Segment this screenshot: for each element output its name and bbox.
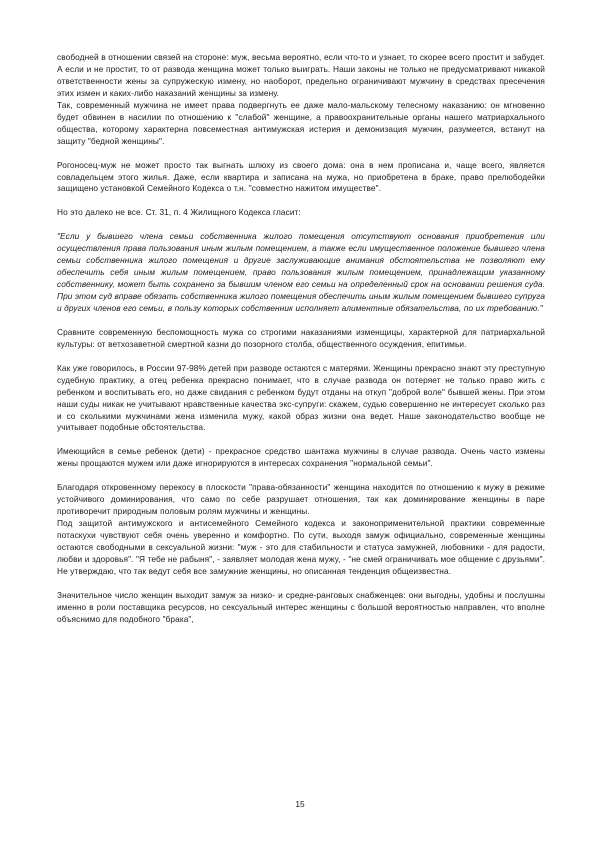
page-body-text: [57, 52, 545, 626]
paragraph: Значительное число женщин выходит замуж за низко- и средне-ранговых снабженцев: они выгодны, удобны и послушны именно в роли поставщика ресурсов, но сексуальный интерес женщины с большой вероятностью направлен, что вполне объяснимо для подобного "брака",: [57, 589, 545, 624]
paragraph: Рогоносец-муж не может просто так выгнать шлюху из своего дома: она в нем прописана и, чаще всего, является совладельцем этого жилья. Даже, если квартира и записана на мужа, но приобретена в браке, право прелюбодейки защищено установкой Семейного Кодекса о т.н. "совместно нажитом имуществе".: [57, 159, 545, 194]
paragraph: Но это далеко не все. Ст. 31, п. 4 Жилищного Кодекса гласит:: [57, 207, 301, 218]
paragraph: Благодаря откровенному перекосу в плоскости "права-обязанности" женщина находится по отношению к мужу в режиме устойчивого доминирования, что само по себе разрушает отношения, так как доминирование женщины в паре противоречит природным половым ролям мужчины и женщины.: [57, 482, 545, 517]
paragraph: Как уже говорилось, в России 97-98% детей при разводе остаются с матерями. Женщины прекрасно знают эту преступную судебную практику, а отец ребенка прекрасно понимает, что в случае развода он потеряет не только право жить с ребенком и воспитывать его, но даже свидания с ребенком будут отданы на откуп "доброй воле" бывшей жены. При этом наши суды никак не учитывают нравственные качества экс-супруги: скажем, судью совершенно не интересует сколько раз и со сколькими мужчинами жена изменила мужу, какой образ жизни она ведет. Наше законодательство вообще не учитывает подобные обстоятельства.: [57, 362, 545, 433]
paragraph: свободней в отношении связей на стороне: муж, весьма вероятно, если что-то и узнает, то скорее всего простит и забудет. А если и не простит, то от развода женщина может только выиграть. Наши законы не только не предусматривают никакой ответственности жены за супружескую измену, но наоборот, предельно ограничивают мужчину в средствах пресечения этих измен и каких-либо наказаний женщины за измену.: [57, 52, 545, 98]
quoted-law-paragraph: "Если у бывшего члена семьи собственника жилого помещения отсутствуют основания приобретения или осуществления права пользования иным жилым помещением, а также если имущественное положение бывшего члена семьи собственника жилого помещения и другие заслуживающие внимания обстоятельства не позволяют ему обеспечить себя иным жилым помещением, право пользования жилым помещением, принадлежащим указанному собственнику, может быть сохранено за бывшим членом его семьи на определенный срок на основании решения суда. При этом суд вправе обязать собственника жилого помещения обеспечить иным жилым помещением бывшего супруга и других членов его семьи, в пользу которых собственник исполняет алиментные обязательства, по их требованию.": [57, 231, 546, 313]
paragraph: Сравните современную беспомощность мужа со строгими наказаниями изменщицы, характерной для патриархальной культуры: от ветхозаветной смертной казни до позорного столба, общественного осуждения, епитимьи.: [57, 326, 545, 349]
paragraph: Так, современный мужчина не имеет права подвергнуть ее даже мало-мальскому телесному наказанию: он мгновенно будет обвинен в насилии по отношению к "слабой" женщине, а правоохранительные органы нашего матриархального общества, которому характерна повсеместная антимужская истерия и демонизация мужчин, разумеется, встанут на защиту "бедной женщины".: [57, 99, 545, 146]
page-number: 15: [295, 799, 305, 809]
paragraph: Имеющийся в семье ребенок (дети) - прекрасное средство шантажа мужчины в случае развода. Очень часто измены жены прощаются мужем или даже игнорируются в интересах сохранения "нормальной семьи".: [57, 446, 545, 469]
paragraph: Под защитой антимужского и антисемейного Семейного кодекса и законоприменительной практики современные потаскухи чувствуют себя очень уверенно и комфортно. По сути, выходя замуж официально, современные женщины остаются свободными в сексуальной жизни: "муж - это для стабильности и статуса замужней, любовники - для радости, любви и здоровья". "Я тебе не рабыня", - заявляет молодая жена мужу, - "не смей ограничивать мое общение с друзьями". Не утверждаю, что так ведут себя все замужние женщины, но описанная тенденция общеизвестна.: [57, 518, 546, 576]
